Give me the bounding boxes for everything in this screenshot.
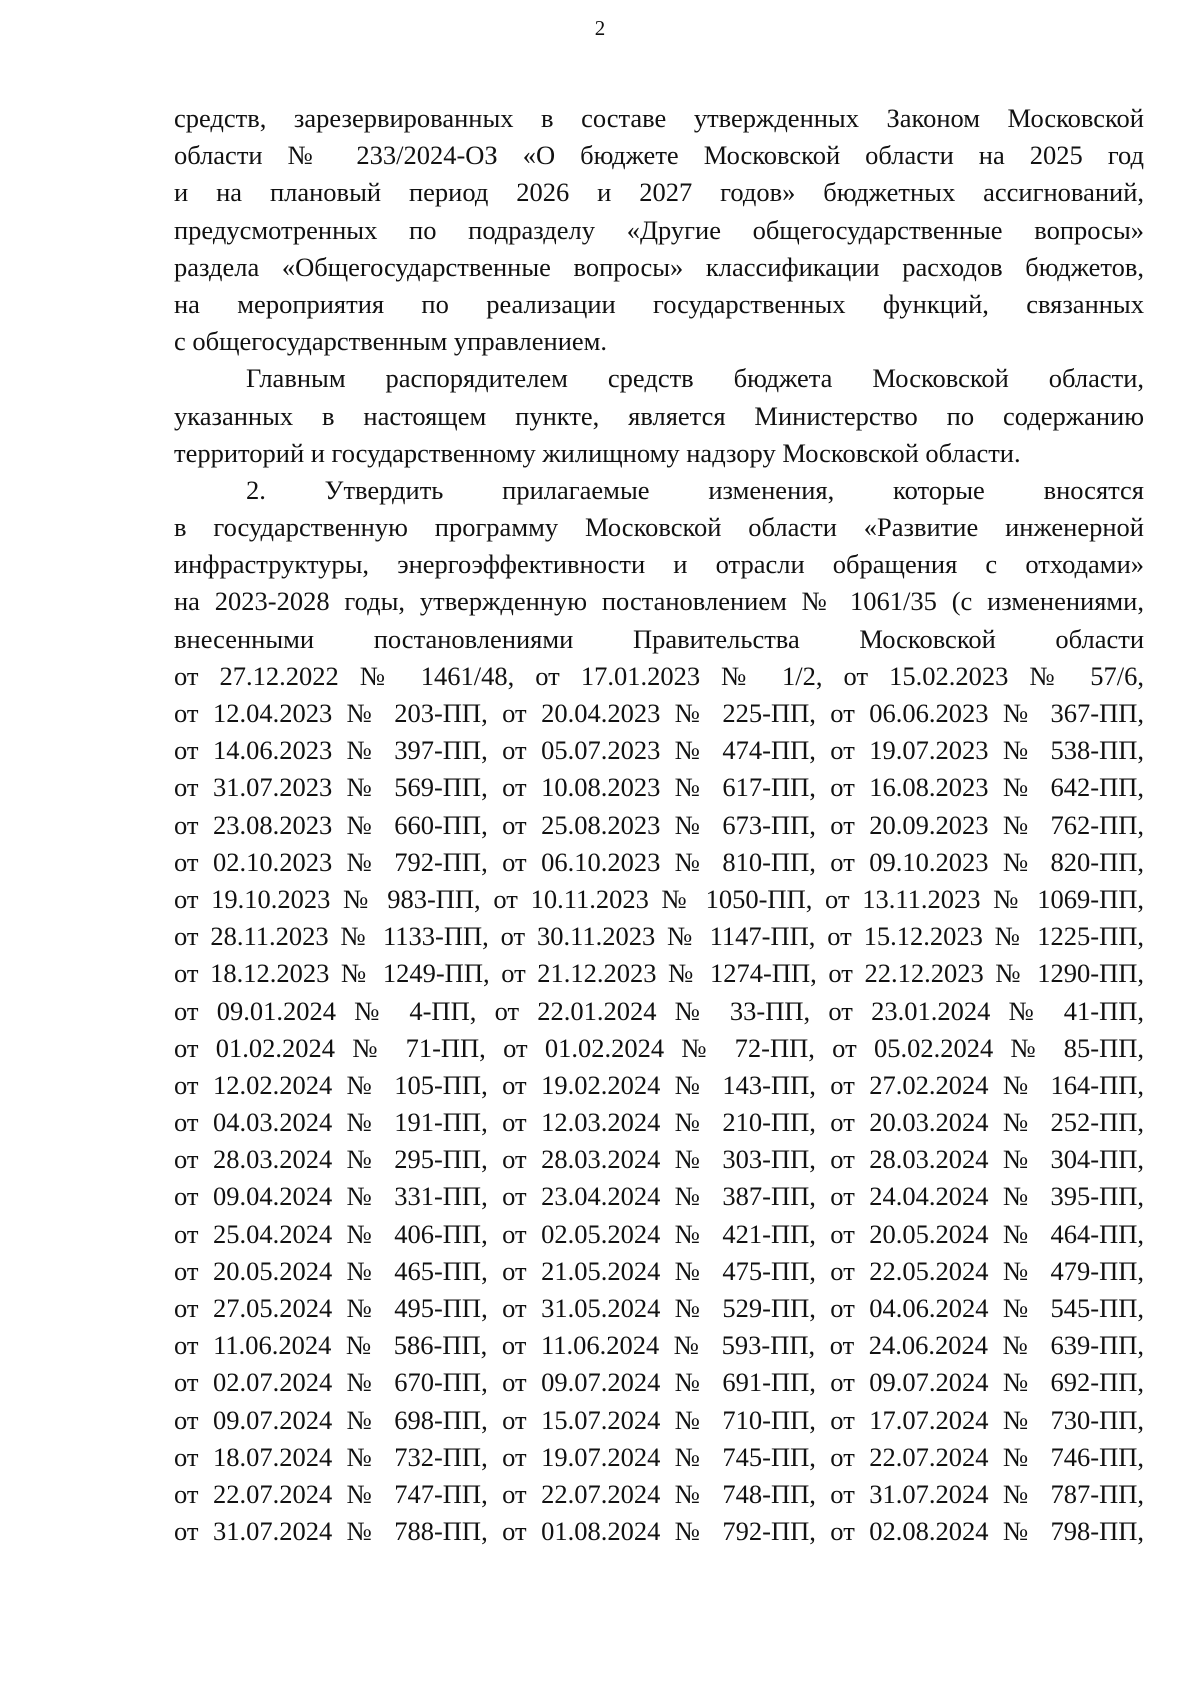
text-line: на мероприятия по реализации государственных функций, связанных (174, 288, 1144, 319)
text-line: от 02.07.2024 № 670-ПП, от 09.07.2024 № 691-ПП, от 09.07.2024 № 692-ПП, (174, 1367, 1144, 1398)
page-number: 2 (594, 16, 606, 40)
text-line: 2. Утвердить прилагаемые изменения, которые вносятся (246, 474, 1144, 505)
text-line: от 25.04.2024 № 406-ПП, от 02.05.2024 № 421-ПП, от 20.05.2024 № 464-ПП, (174, 1218, 1144, 1249)
text-line: средств, зарезервированных в составе утвержденных Законом Московской (174, 103, 1144, 133)
text-line: от 22.07.2024 № 747-ПП, от 22.07.2024 № 748-ПП, от 31.07.2024 № 787-ПП, (174, 1478, 1144, 1509)
text-line: от 02.10.2023 № 792-ПП, от 06.10.2023 № 810-ПП, от 09.10.2023 № 820-ПП, (174, 846, 1144, 877)
text-line: предусмотренных по подразделу «Другие общегосударственные вопросы» (174, 214, 1144, 245)
text-line: от 20.05.2024 № 465-ПП, от 21.05.2024 № 475-ПП, от 22.05.2024 № 479-ПП, (174, 1255, 1144, 1286)
text-line: от 27.05.2024 № 495-ПП, от 31.05.2024 № 529-ПП, от 04.06.2024 № 545-ПП, (174, 1293, 1144, 1323)
text-line: на 2023-2028 годы, утвержденную постановлением № 1061/35 (с изменениями, (174, 586, 1144, 617)
text-line: в государственную программу Московской области «Развитие инженерной (174, 512, 1144, 543)
text-line: области № 233/2024-ОЗ «О бюджете Московской области на 2025 год (174, 140, 1144, 171)
text-line: раздела «Общегосударственные вопросы» классификации расходов бюджетов, (174, 251, 1144, 282)
text-line: инфраструктуры, энергоэффективности и отрасли обращения с отходами» (174, 549, 1144, 580)
text-line: с общегосударственным управлением. (174, 326, 608, 357)
text-line: от 09.01.2024 № 4-ПП, от 22.01.2024 № 33-ПП, от 23.01.2024 № 41-ПП, (174, 995, 1144, 1026)
text-line: от 19.10.2023 № 983-ПП, от 10.11.2023 № 1050-ПП, от 13.11.2023 № 1069-ПП, (174, 883, 1144, 914)
text-line: от 09.04.2024 № 331-ПП, от 23.04.2024 № 387-ПП, от 24.04.2024 № 395-ПП, (174, 1181, 1144, 1212)
text-line: от 04.03.2024 № 191-ПП, от 12.03.2024 № 210-ПП, от 20.03.2024 № 252-ПП, (174, 1107, 1144, 1138)
text-line: Главным распорядителем средств бюджета Московской области, (246, 363, 1144, 394)
text-line: от 18.07.2024 № 732-ПП, от 19.07.2024 № 745-ПП, от 22.07.2024 № 746-ПП, (174, 1441, 1144, 1472)
text-line: от 28.03.2024 № 295-ПП, от 28.03.2024 № 303-ПП, от 28.03.2024 № 304-ПП, (174, 1144, 1144, 1175)
text-line: от 28.11.2023 № 1133-ПП, от 30.11.2023 № 1147-ПП, от 15.12.2023 № 1225-ПП, (174, 921, 1144, 952)
text-line: от 09.07.2024 № 698-ПП, от 15.07.2024 № 710-ПП, от 17.07.2024 № 730-ПП, (174, 1404, 1144, 1435)
text-line: от 31.07.2023 № 569-ПП, от 10.08.2023 № 617-ПП, от 16.08.2023 № 642-ПП, (174, 772, 1144, 803)
text-line: от 12.04.2023 № 203-ПП, от 20.04.2023 № 225-ПП, от 06.06.2023 № 367-ПП, (174, 698, 1144, 728)
text-line: от 12.02.2024 № 105-ПП, от 19.02.2024 № 143-ПП, от 27.02.2024 № 164-ПП, (174, 1069, 1144, 1100)
text-line: указанных в настоящем пункте, является Министерство по содержанию (174, 400, 1144, 431)
text-line: территорий и государственному жилищному надзору Московской области. (174, 437, 1021, 468)
text-line: и на плановый период 2026 и 2027 годов» бюджетных ассигнований, (174, 177, 1144, 208)
text-line: от 18.12.2023 № 1249-ПП, от 21.12.2023 № 1274-ПП, от 22.12.2023 № 1290-ПП, (174, 958, 1144, 989)
document-body (174, 100, 1144, 1550)
text-line: от 01.02.2024 № 71-ПП, от 01.02.2024 № 72-ПП, от 05.02.2024 № 85-ПП, (174, 1032, 1144, 1063)
text-line: от 23.08.2023 № 660-ПП, от 25.08.2023 № 673-ПП, от 20.09.2023 № 762-ПП, (174, 809, 1144, 840)
text-line: от 31.07.2024 № 788-ПП, от 01.08.2024 № 792-ПП, от 02.08.2024 № 798-ПП, (174, 1516, 1144, 1547)
text-line: от 27.12.2022 № 1461/48, от 17.01.2023 № 1/2, от 15.02.2023 № 57/6, (174, 660, 1144, 691)
text-line: от 14.06.2023 № 397-ПП, от 05.07.2023 № 474-ПП, от 19.07.2023 № 538-ПП, (174, 735, 1144, 766)
text-line: от 11.06.2024 № 586-ПП, от 11.06.2024 № 593-ПП, от 24.06.2024 № 639-ПП, (174, 1330, 1144, 1361)
text-line: внесенными постановлениями Правительства Московской области (174, 623, 1144, 654)
